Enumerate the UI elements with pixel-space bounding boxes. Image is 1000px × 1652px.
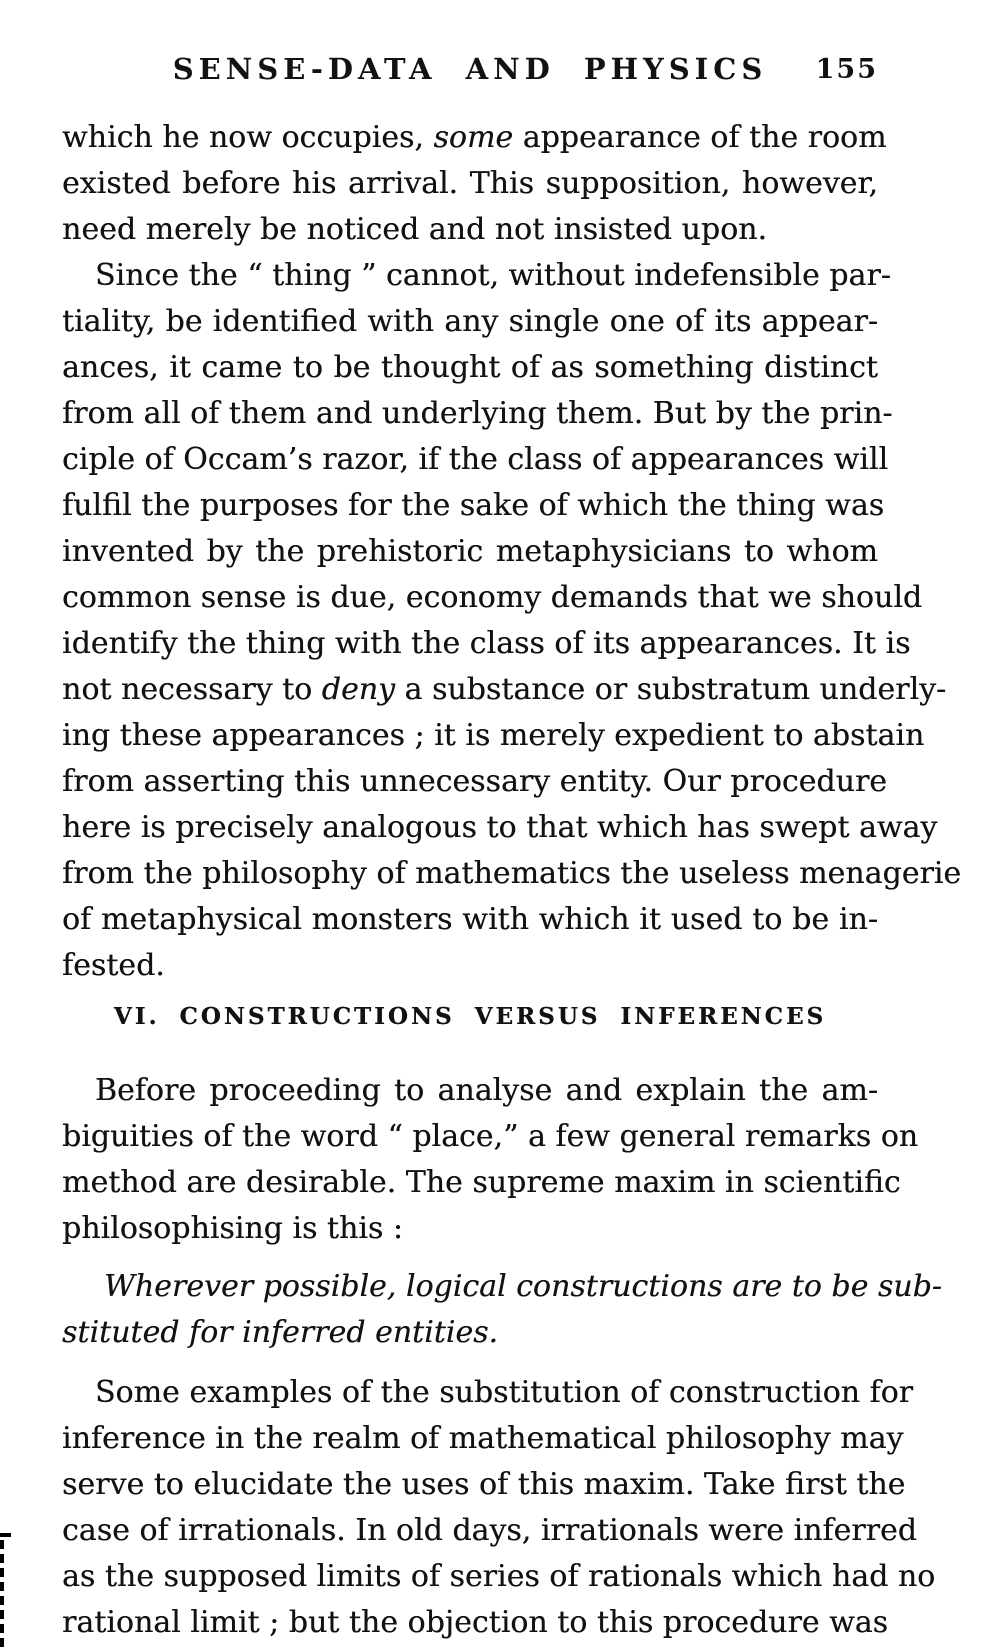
text-line: philosophising is this : (62, 1211, 403, 1246)
text-line: Since the “ thing ” cannot, without indefensible par- (95, 258, 891, 293)
paragraph-occams-razor (62, 253, 962, 989)
text-line: existed before his arrival. This supposition, however, (62, 166, 878, 201)
text-line: ciple of Occam’s razor, if the class of appearances will (62, 442, 889, 477)
running-header-title: SENSE-DATA AND PHYSICS (172, 52, 768, 86)
running-header (62, 52, 878, 86)
text-line: here is precisely analogous to that which has swept away (62, 810, 938, 845)
text-line: fulfil the purposes for the sake of which the thing was (62, 488, 885, 523)
text-line: ances, it came to be thought of as something distinct (62, 350, 878, 385)
paragraph-maxim (62, 1264, 942, 1356)
text-line: as the supposed limits of series of rationals which had no (62, 1559, 936, 1594)
text-line: fested. (62, 948, 165, 983)
text-line: identify the thing with the class of its appearances. It is (62, 626, 911, 661)
text-line: from the philosophy of mathematics the useless menagerie (62, 856, 962, 891)
page-number: 155 (815, 54, 878, 85)
paragraph-continuation (62, 115, 887, 253)
text-column (62, 115, 962, 1646)
text-line: serve to elucidate the uses of this maxim. Take first the (62, 1467, 906, 1502)
text-line: rational limit ; but the objection to this procedure was (62, 1605, 889, 1640)
scan-artifact-tick (0, 1533, 11, 1537)
text-line: Before proceeding to analyse and explain the am- (95, 1073, 878, 1108)
text-line: VI. CONSTRUCTIONS VERSUS INFERENCES (113, 1003, 827, 1030)
text-line: invented by the prehistoric metaphysicians to whom (62, 534, 878, 569)
text-line: which he now occupies, some appearance of the room (62, 120, 887, 155)
text-line: tiality, be identified with any single one of its appear- (62, 304, 878, 339)
text-line: method are desirable. The supreme maxim in scientific (62, 1165, 901, 1200)
text-line: of metaphysical monsters with which it used to be in- (62, 902, 878, 937)
text-line: Some examples of the substitution of construction for (95, 1375, 913, 1410)
text-line: need merely be noticed and not insisted upon. (62, 212, 767, 247)
text-line: not necessary to deny a substance or substratum underly- (62, 672, 947, 707)
text-line: inference in the realm of mathematical philosophy may (62, 1421, 904, 1456)
section-heading (62, 1000, 878, 1034)
text-line: stituted for inferred entities. (62, 1315, 499, 1350)
text-line: from all of them and underlying them. But by the prin- (62, 396, 893, 431)
paragraph-method-remarks (62, 1068, 919, 1252)
text-line: case of irrationals. In old days, irrationals were inferred (62, 1513, 917, 1548)
paragraph-irrationals (62, 1370, 936, 1646)
text-line: common sense is due, economy demands that we should (62, 580, 923, 615)
text-line: biguities of the word “ place,” a few general remarks on (62, 1119, 919, 1154)
text-line: ing these appearances ; it is merely expedient to abstain (62, 718, 925, 753)
text-line: Wherever possible, logical constructions are to be sub- (104, 1269, 942, 1304)
scan-artifact-line (0, 1540, 4, 1652)
text-line: from asserting this unnecessary entity. Our procedure (62, 764, 888, 799)
